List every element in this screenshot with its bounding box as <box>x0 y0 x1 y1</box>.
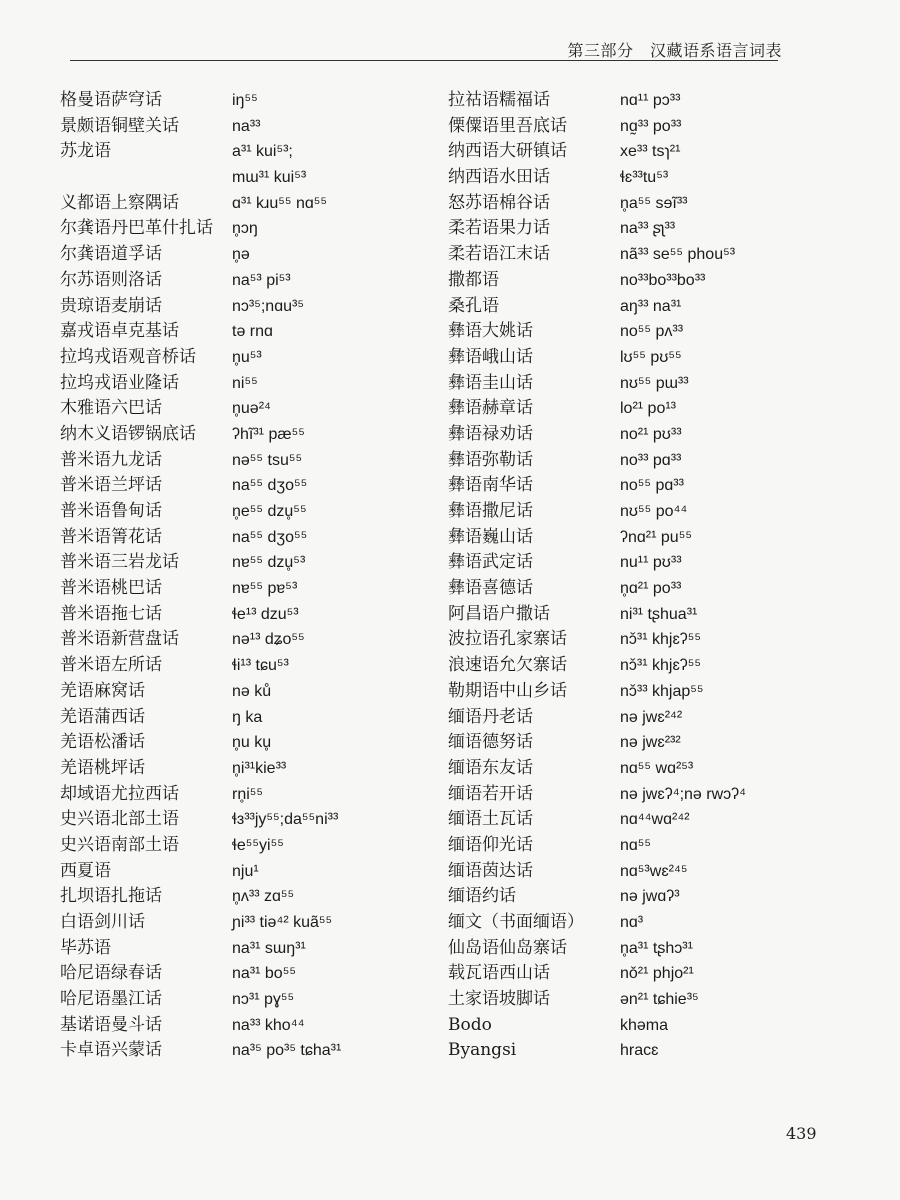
entry-row <box>60 242 341 268</box>
language-name: 彝语圭山话 <box>448 372 533 393</box>
language-name: 景颇语铜壁关话 <box>60 115 179 136</box>
entry-row <box>448 371 746 397</box>
word-form: nɐ⁵⁵ dzu̥⁵³ <box>232 554 306 572</box>
word-form: nə jwɑʔ³ <box>620 888 680 906</box>
language-name: 傈僳语里吾底话 <box>448 115 567 136</box>
entry-row <box>60 730 341 756</box>
entry-row <box>448 756 746 782</box>
entry-row <box>60 1038 341 1064</box>
entry-row <box>60 627 341 653</box>
word-form: na³³ ʂʅ³³ <box>620 220 676 238</box>
word-form: nɔ̌³¹ khjɛʔ⁵⁵ <box>620 631 702 649</box>
entry-row <box>448 679 746 705</box>
word-form: na⁵⁵ dʒo⁵⁵ <box>232 528 308 546</box>
language-name: 尔龚语道孚话 <box>60 244 162 265</box>
word-form: ɬɛ³³tu⁵³ <box>620 169 669 187</box>
entry-row <box>448 396 746 422</box>
word-form: hracɛ <box>620 1042 659 1060</box>
language-name: 木雅语六巴话 <box>60 398 162 419</box>
word-form: mɯ³¹ kui⁵³ <box>232 169 307 187</box>
entry-row <box>448 550 746 576</box>
language-name: 桑孔语 <box>448 295 499 316</box>
word-form: nu¹¹ pʊ³³ <box>620 554 682 572</box>
language-name: 却域语尤拉西话 <box>60 783 179 804</box>
entry-row <box>60 1013 341 1039</box>
language-name: 卡卓语兴蒙话 <box>60 1040 162 1061</box>
word-form: xe³³ tsɿ²¹ <box>620 143 681 161</box>
entry-row <box>60 987 341 1013</box>
entry-row <box>60 653 341 679</box>
word-form: ʔhĩ³¹ pæ⁵⁵ <box>232 425 305 443</box>
entry-row <box>448 730 746 756</box>
language-name: 缅语若开话 <box>448 783 533 804</box>
header-rule <box>70 60 778 61</box>
entry-row <box>60 936 341 962</box>
word-form: nɑ⁵³wɛ²⁴⁵ <box>620 862 688 880</box>
entry-row <box>448 473 746 499</box>
word-form: nə jwɛ²³² <box>620 734 681 752</box>
word-form: khəma <box>620 1016 669 1034</box>
language-name: 怒苏语棉谷话 <box>448 192 550 213</box>
word-form: n̥uə²⁴ <box>232 400 271 418</box>
language-name: 基诺语曼斗话 <box>60 1014 162 1035</box>
entry-row <box>60 294 341 320</box>
language-name: 柔若语果力话 <box>448 218 550 239</box>
language-name: 哈尼语绿春话 <box>60 963 162 984</box>
entry-row <box>60 961 341 987</box>
language-name: 普米语新营盘话 <box>60 629 179 650</box>
entry-row <box>60 756 341 782</box>
entry-row <box>60 833 341 859</box>
language-name: 纳西语水田话 <box>448 167 550 188</box>
word-form: n̥a³¹ tʂhɔ³¹ <box>620 939 693 957</box>
word-form: nə⁵⁵ tsu⁵⁵ <box>232 451 303 469</box>
word-form: nʊ⁵⁵ pɯ³³ <box>620 374 689 392</box>
word-form: nɑ̰³³ po³³ <box>620 117 682 135</box>
language-name: 羌语麻窝话 <box>60 680 145 701</box>
language-name: 尔苏语则洛话 <box>60 269 162 290</box>
entry-row <box>60 396 341 422</box>
word-form: ɑ³¹ kɹu⁵⁵ nɑ⁵⁵ <box>232 194 327 212</box>
entry-row <box>60 550 341 576</box>
entry-row <box>448 833 746 859</box>
language-name: 彝语弥勒话 <box>448 449 533 470</box>
word-form: ni³¹ tʂhua³¹ <box>620 605 698 623</box>
entry-row <box>60 216 341 242</box>
language-name: 普米语三岩龙话 <box>60 552 179 573</box>
entry-row <box>448 602 746 628</box>
word-form: nɔ̌³³ khjap⁵⁵ <box>620 682 704 700</box>
entry-row <box>448 499 746 525</box>
language-name: 缅语丹老话 <box>448 706 533 727</box>
entry-row <box>60 576 341 602</box>
language-name: 苏龙语 <box>60 141 111 162</box>
entry-row <box>448 422 746 448</box>
word-form: n̥i³¹kie³³ <box>232 759 287 777</box>
entry-row <box>60 884 341 910</box>
word-form: ɬe⁵⁵yi⁵⁵ <box>232 836 284 854</box>
word-form: lʊ⁵⁵ pʊ⁵⁵ <box>620 348 682 366</box>
language-name: 缅语仰光话 <box>448 834 533 855</box>
word-form: nɐ⁵⁵ pɐ⁵³ <box>232 580 298 598</box>
word-form: na³⁵ po³⁵ tɕha³¹ <box>232 1042 342 1060</box>
language-name: 尔龚语丹巴革什扎话 <box>60 218 213 239</box>
entry-row <box>60 807 341 833</box>
language-name: 阿昌语户撒话 <box>448 603 550 624</box>
word-form: n̥ɑ²¹ po³³ <box>620 580 682 598</box>
word-form: nɑ⁵⁵ <box>620 836 652 854</box>
word-form: a³¹ kui⁵³; <box>232 143 293 161</box>
language-name: 普米语鲁甸话 <box>60 501 162 521</box>
language-name: 普米语桃巴话 <box>60 578 162 599</box>
word-form: nɑ¹¹ pɔ³³ <box>620 92 681 109</box>
language-name: 缅语东友话 <box>448 757 533 778</box>
entry-row <box>60 705 341 731</box>
entry-row <box>448 884 746 910</box>
word-form: no³³bo³³bo³³ <box>620 271 706 289</box>
word-form: nɑ⁴⁴wɑ²⁴² <box>620 811 690 829</box>
word-form: nã³³ se⁵⁵ phou⁵³ <box>620 246 736 264</box>
language-name: 纳西语大研镇话 <box>448 141 567 162</box>
word-form: n̥ʌ³³ zɑ⁵⁵ <box>232 888 295 906</box>
language-name: 柔若语江末话 <box>448 244 550 265</box>
entry-row <box>60 422 341 448</box>
language-name: 史兴语北部土语 <box>60 809 179 830</box>
word-form: nju¹ <box>232 862 259 880</box>
language-name: Byangsi <box>448 1040 517 1061</box>
word-form: n̥ə <box>232 246 250 264</box>
entry-row <box>60 319 341 345</box>
word-form: no⁵⁵ pɑ³³ <box>620 477 684 495</box>
language-name: 波拉语孔家寨话 <box>448 629 567 650</box>
word-form: no²¹ pʊ³³ <box>620 425 682 443</box>
entry-row <box>448 961 746 987</box>
word-form: nɔ³¹ pɣ⁵⁵ <box>232 991 295 1009</box>
entry-row <box>60 88 341 114</box>
word-form: ni⁵⁵ <box>232 374 258 392</box>
entry-row <box>448 165 746 191</box>
language-name: 普米语兰坪话 <box>60 475 162 496</box>
language-name: 羌语桃坪话 <box>60 757 145 778</box>
right-column <box>448 88 746 1064</box>
left-column <box>60 88 341 1064</box>
word-form: n̥e⁵⁵ dzu̥⁵⁵ <box>232 503 307 520</box>
entry-row <box>448 345 746 371</box>
word-form: ɲi³³ tiə⁴² kuã⁵⁵ <box>232 914 333 931</box>
word-form: nə jwɛ²⁴² <box>620 708 683 726</box>
word-form: na³¹ sɯŋ³¹ <box>232 939 306 957</box>
entry-row <box>448 627 746 653</box>
language-name: 普米语九龙话 <box>60 449 162 470</box>
word-form: ŋ ka <box>232 708 263 726</box>
entry-row <box>60 859 341 885</box>
word-form: no⁵⁵ pʌ³³ <box>620 323 684 341</box>
entry-row <box>60 371 341 397</box>
entry-row <box>448 807 746 833</box>
language-name: 义都语上察隅话 <box>60 192 179 213</box>
language-name: 普米语左所话 <box>60 655 162 676</box>
entry-row <box>448 268 746 294</box>
language-name: 彝语撒尼话 <box>448 501 533 521</box>
word-form: na³³ <box>232 117 261 135</box>
entry-row <box>60 114 341 140</box>
entry-row <box>60 910 341 936</box>
word-form: na³³ kho⁴⁴ <box>232 1016 305 1034</box>
word-form: no³³ pɑ³³ <box>620 451 682 469</box>
entry-row <box>448 576 746 602</box>
word-form: nǒ²¹ phjo²¹ <box>620 965 694 983</box>
entry-row <box>448 936 746 962</box>
entry-row <box>448 859 746 885</box>
language-name: 西夏语 <box>60 860 111 881</box>
entry-row <box>448 1038 746 1064</box>
word-form: tə rnɑ <box>232 323 273 341</box>
language-name: 撒都语 <box>448 269 499 290</box>
entry-row <box>60 525 341 551</box>
section-title: 第三部分 汉藏语系语言词表 <box>567 41 782 60</box>
entry-row <box>448 448 746 474</box>
language-name: 扎坝语扎拖话 <box>60 886 162 907</box>
word-form: na⁵⁵ dʒo⁵⁵ <box>232 477 308 495</box>
language-name: 彝语南华话 <box>448 475 533 496</box>
word-form: nə ků <box>232 682 272 700</box>
word-form: ɬi¹³ tɕu⁵³ <box>232 657 289 675</box>
word-form: n̥a⁵⁵ sɘĩ³³ <box>620 194 688 212</box>
word-form: nɔ³⁵;nɑu³⁵ <box>232 297 304 315</box>
word-form: ʔnɑ²¹ pu⁵⁵ <box>620 528 692 546</box>
entry-row <box>60 782 341 808</box>
entry-row <box>448 88 746 114</box>
entry-row <box>60 139 341 165</box>
word-form: na³¹ bo⁵⁵ <box>232 965 296 983</box>
word-form: ən²¹ tɕhie³⁵ <box>620 991 699 1009</box>
entry-row <box>60 191 341 217</box>
entry-row <box>448 782 746 808</box>
language-name: 缅文（书面缅语） <box>448 912 584 932</box>
word-form: nɔ̌³¹ khjɛʔ⁵⁵ <box>620 657 702 675</box>
language-name: 彝语大姚话 <box>448 321 533 342</box>
language-name: 拉坞戎语观音桥话 <box>60 346 196 367</box>
language-name: 勒期语中山乡话 <box>448 680 567 701</box>
entry-row <box>448 114 746 140</box>
language-name: 土家语坡脚话 <box>448 989 550 1010</box>
language-name: 普米语拖七话 <box>60 603 162 624</box>
entry-row <box>60 345 341 371</box>
language-name: 缅语德努话 <box>448 732 533 753</box>
language-name: 缅语土瓦话 <box>448 809 533 830</box>
word-form: na⁵³ pi⁵³ <box>232 271 291 289</box>
language-name: 彝语巍山话 <box>448 526 533 547</box>
language-name: 史兴语南部土语 <box>60 834 179 855</box>
word-form: nə¹³ dʑo⁵⁵ <box>232 631 305 649</box>
entry-row <box>448 705 746 731</box>
language-name: 嘉戎语卓克基话 <box>60 321 179 342</box>
language-name: 哈尼语墨江话 <box>60 989 162 1010</box>
entry-row <box>448 910 746 936</box>
word-form: nə jwɛʔ⁴;nə rwɔʔ⁴ <box>620 785 747 803</box>
language-name: 彝语喜德话 <box>448 578 533 599</box>
entry-row <box>60 268 341 294</box>
language-name: 白语剑川话 <box>60 912 145 932</box>
word-form: rn̥i⁵⁵ <box>232 785 264 803</box>
language-name: 纳木义语锣锅底话 <box>60 423 196 444</box>
language-name: Bodo <box>448 1014 492 1035</box>
entry-row <box>448 294 746 320</box>
entry-row <box>448 525 746 551</box>
word-form: n̥u ku̥ <box>232 734 272 752</box>
entry-row <box>60 679 341 705</box>
entry-row <box>448 242 746 268</box>
language-name: 羌语蒲西话 <box>60 706 145 727</box>
language-name: 格曼语萨穹话 <box>60 90 162 110</box>
entry-row <box>448 191 746 217</box>
entry-row <box>448 139 746 165</box>
entry-row <box>60 602 341 628</box>
word-form: nʊ⁵⁵ po⁴⁴ <box>620 503 688 520</box>
entry-row <box>448 653 746 679</box>
language-name: 载瓦语西山话 <box>448 963 550 984</box>
page-number: 439 <box>786 1124 817 1143</box>
entry-row <box>60 448 341 474</box>
word-form: lo²¹ po¹³ <box>620 400 677 418</box>
language-name: 普米语箐花话 <box>60 526 162 547</box>
entry-row <box>60 473 341 499</box>
word-form: nɑ³ <box>620 914 644 931</box>
word-form: n̥u⁵³ <box>232 348 262 366</box>
language-name: 彝语武定话 <box>448 552 533 573</box>
entry-row <box>448 319 746 345</box>
entry-row <box>60 165 341 191</box>
entry-row <box>448 1013 746 1039</box>
word-form: ɬe¹³ dzu⁵³ <box>232 605 299 623</box>
word-form: iŋ⁵⁵ <box>232 92 258 109</box>
entry-row <box>448 216 746 242</box>
language-name: 仙岛语仙岛寨话 <box>448 937 567 958</box>
language-name: 彝语禄劝话 <box>448 423 533 444</box>
language-name: 羌语松潘话 <box>60 732 145 753</box>
entry-row <box>448 987 746 1013</box>
language-name: 浪速语允欠寨话 <box>448 655 567 676</box>
language-name: 拉坞戎语业隆话 <box>60 372 179 393</box>
language-name: 贵琼语麦崩话 <box>60 295 162 316</box>
word-form: aŋ³³ na³¹ <box>620 297 682 315</box>
word-form: n̥ɔŋ <box>232 220 258 238</box>
language-name: 缅语约话 <box>448 886 516 907</box>
language-name: 拉祜语糯福话 <box>448 90 550 110</box>
language-name: 彝语赫章话 <box>448 398 533 419</box>
word-form: nɑ⁵⁵ wɑ²⁵³ <box>620 759 694 777</box>
language-name: 彝语峨山话 <box>448 346 533 367</box>
entry-row <box>60 499 341 525</box>
language-name: 毕苏语 <box>60 937 111 958</box>
language-name: 缅语茵达话 <box>448 860 533 881</box>
word-form: ɬɜ³³jy⁵⁵;da⁵⁵ni³³ <box>232 811 339 829</box>
